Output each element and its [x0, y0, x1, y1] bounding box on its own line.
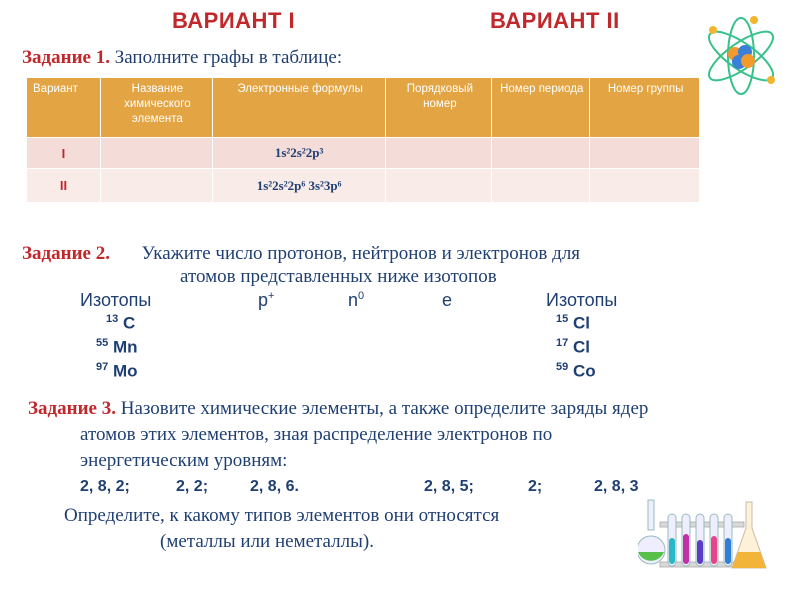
protons-sup: +: [268, 290, 275, 302]
isotope-symbol: Mo: [112, 361, 138, 381]
header-element-name: Название химического элемента: [100, 78, 212, 138]
cell-element-name[interactable]: [100, 138, 212, 169]
cell-formula: 1s²2s²2p³: [212, 138, 386, 169]
isotopes-left-header: Изотопы: [80, 290, 152, 310]
header-period: Номер периода: [492, 78, 590, 138]
header-variant: Вариант: [27, 78, 101, 138]
distribution-item: 2, 8, 3: [594, 478, 639, 495]
cell-group[interactable]: [590, 138, 700, 169]
isotope-mass: 97: [96, 361, 109, 373]
protons-header: [258, 290, 274, 311]
header-group: Номер группы: [590, 78, 700, 138]
cell-atomic-number[interactable]: [386, 169, 492, 203]
isotope-left: [106, 313, 135, 334]
isotope-mass: 59: [556, 361, 569, 373]
isotope-left: [96, 361, 138, 382]
task3-question2: (металлы или неметаллы).: [160, 531, 374, 552]
neutrons-header: [348, 290, 364, 311]
cell-element-name[interactable]: [100, 169, 212, 203]
isotope-right: [556, 313, 590, 334]
cell-group[interactable]: [590, 169, 700, 203]
variant-1-heading: ВАРИАНТ I: [172, 8, 296, 33]
test-tubes-icon: [638, 494, 772, 576]
isotope-left: [96, 337, 138, 358]
isotope-right: [556, 337, 590, 358]
isotope-mass: 55: [96, 337, 109, 349]
row-variant: II: [27, 169, 101, 203]
neutrons-sup: 0: [358, 290, 365, 302]
isotope-symbol: Cl: [572, 313, 590, 333]
isotope-symbol: Cl: [572, 337, 590, 357]
task2-label: Задание 2.: [22, 243, 110, 264]
electrons-header: e: [442, 290, 453, 310]
task1-text: Заполните графы в таблице:: [114, 47, 343, 68]
table-row: [27, 169, 700, 203]
task3-line3: энергетическим уровням:: [80, 450, 288, 471]
cell-period[interactable]: [492, 169, 590, 203]
task2-line2: атомов представленных ниже изотопов: [180, 266, 497, 287]
table-row: [27, 138, 700, 169]
isotope-symbol: Co: [572, 361, 596, 381]
atom-icon: [699, 10, 783, 98]
isotope-mass: 17: [556, 337, 569, 349]
distribution-item: 2, 8, 5;: [424, 478, 474, 495]
protons-symbol: p: [258, 290, 269, 310]
header-atomic-number: Порядковый номер: [386, 78, 492, 138]
task1-title: [22, 47, 342, 69]
distribution-item: 2, 8, 6.: [250, 478, 299, 495]
task3-instruction: Назовите химические элементы, а также определите заряды ядер: [120, 398, 649, 419]
isotope-mass: 15: [556, 313, 569, 325]
task1-label: Задание 1.: [22, 47, 110, 68]
isotope-mass: 13: [106, 313, 119, 325]
row-variant: I: [27, 138, 101, 169]
task3-question1: Определите, к какому типов элементов они относятся: [64, 505, 500, 526]
cell-period[interactable]: [492, 138, 590, 169]
distribution-item: 2, 2;: [176, 478, 209, 495]
header-formulas: Электронные формулы: [212, 78, 386, 138]
isotope-symbol: Mn: [112, 337, 138, 357]
task3-line2: атомов этих элементов, зная распределение электронов по: [80, 424, 553, 445]
table-header-row: [27, 78, 700, 138]
isotope-symbol: C: [122, 313, 136, 333]
task3-label: Задание 3.: [28, 398, 116, 419]
isotopes-right-header: Изотопы: [546, 290, 618, 310]
variant-2-heading: ВАРИАНТ II: [490, 8, 620, 33]
cell-atomic-number[interactable]: [386, 138, 492, 169]
task2-line1: [22, 243, 580, 265]
task2-instruction: Укажите число протонов, нейтронов и электронов для: [141, 243, 581, 264]
cell-formula: 1s²2s²2p⁶ 3s²3p⁶: [212, 169, 386, 203]
task3-line1: [28, 398, 648, 420]
task1-table: [26, 77, 700, 203]
distribution-item: 2;: [528, 478, 543, 495]
neutrons-symbol: n: [348, 290, 359, 310]
isotope-right: [556, 361, 596, 382]
distribution-item: 2, 8, 2;: [80, 478, 130, 495]
